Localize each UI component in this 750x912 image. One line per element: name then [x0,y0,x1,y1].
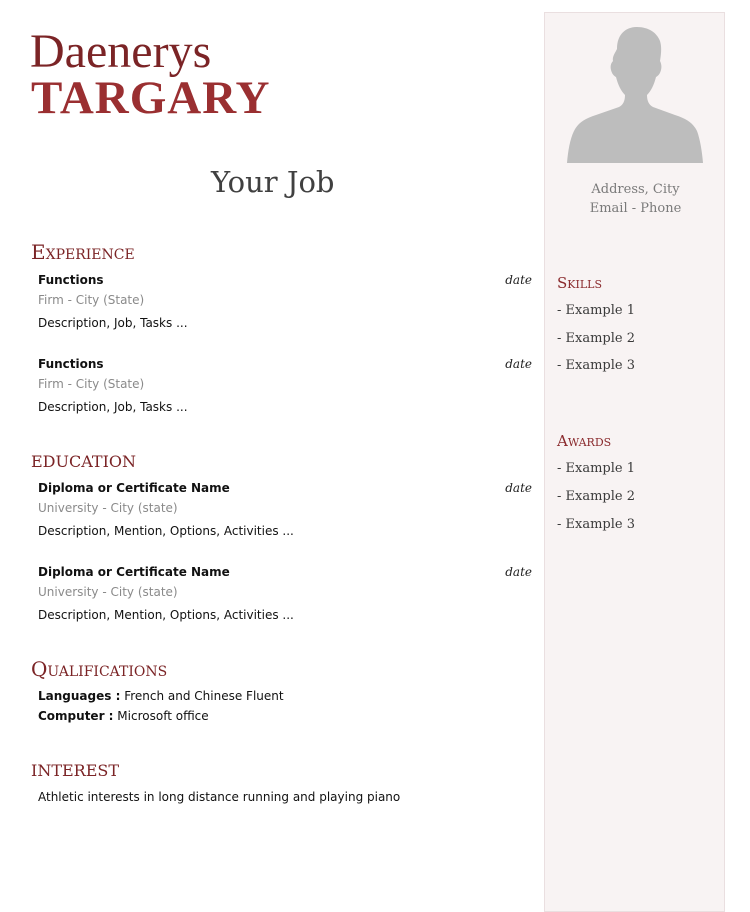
entry-description: Description, Mention, Options, Activities ... [38,608,294,622]
interest-text: Athletic interests in long distance running and playing piano [38,790,401,804]
contact-address: Address, City [591,182,680,197]
last-name: TARGARY [31,72,271,124]
skill-item: - Example 3 [557,358,635,373]
entry-description: Description, Job, Tasks ... [38,400,188,414]
computer-value: Microsoft office [117,709,209,723]
entry-description: Description, Job, Tasks ... [38,316,188,330]
entry-subtitle: Firm - City (State) [38,377,145,391]
interest-heading: INTEREST [31,761,120,780]
computer-line [38,708,209,724]
entry-subtitle: Firm - City (State) [38,293,145,307]
award-item: - Example 2 [557,489,635,504]
person-silhouette-icon [565,27,707,163]
skills-heading: Skills [557,274,602,292]
award-item: - Example 3 [557,517,635,532]
entry-title: Functions [38,357,104,371]
awards-heading: Awards [557,432,612,450]
education-entry [38,564,532,623]
award-item: - Example 1 [557,461,635,476]
contact-email-phone: Email - Phone [589,201,682,216]
skill-item: - Example 2 [557,331,635,346]
entry-date: date [505,481,532,495]
job-title: Your Job [211,165,335,199]
experience-entry [38,272,532,331]
entry-subtitle: University - City (state) [38,501,178,515]
languages-value: French and Chinese Fluent [124,689,284,703]
languages-line [38,688,284,704]
entry-date: date [505,273,532,287]
education-heading: EDUCATION [31,452,137,471]
entry-date: date [505,357,532,371]
entry-date: date [505,565,532,579]
computer-label: Computer : [38,709,114,723]
entry-title: Functions [38,273,104,287]
entry-title: Diploma or Certificate Name [38,565,230,579]
qualifications-heading: Qualifications [31,657,168,681]
sidebar [544,12,725,912]
languages-label: Languages : [38,689,121,703]
skill-item: - Example 1 [557,303,635,318]
entry-description: Description, Mention, Options, Activities ... [38,524,294,538]
experience-heading: Experience [31,240,135,264]
education-entry [38,480,532,539]
entry-title: Diploma or Certificate Name [38,481,230,495]
experience-entry [38,356,532,415]
entry-subtitle: University - City (state) [38,585,178,599]
first-name: Daenerys [30,25,212,78]
